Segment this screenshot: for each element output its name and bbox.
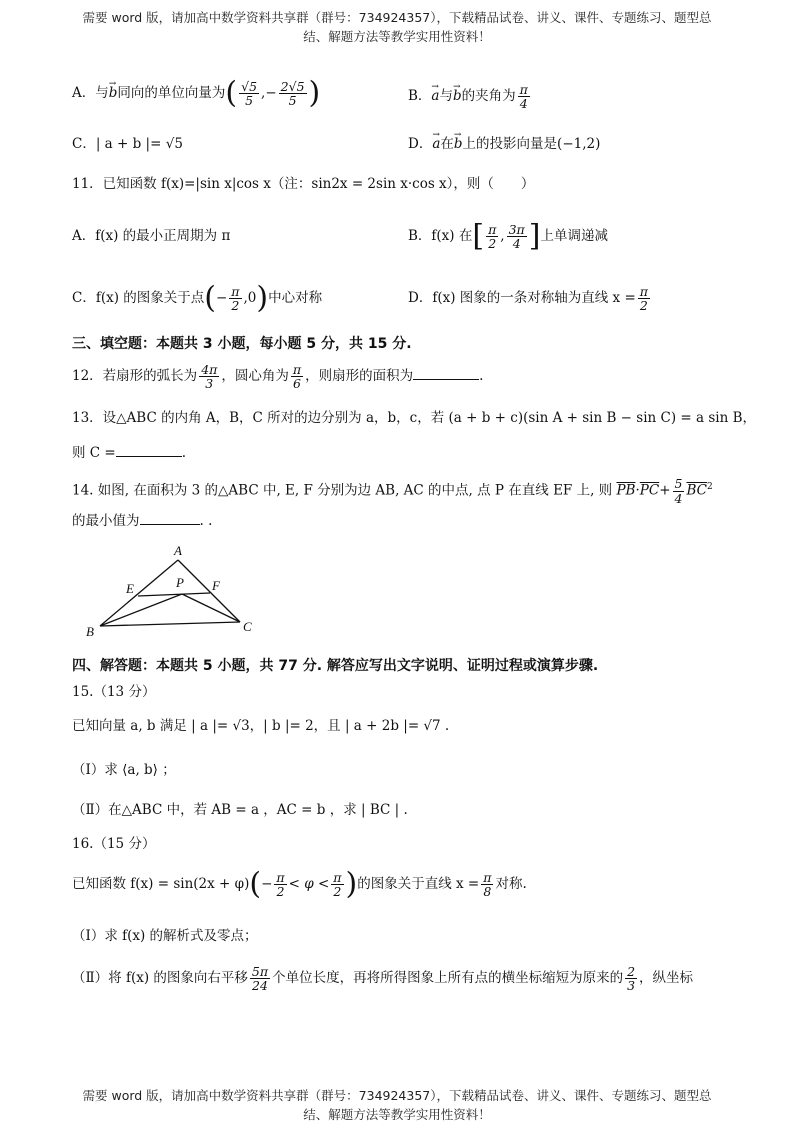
label-b: B — [86, 624, 94, 639]
q11-option-c: C．f(x) 的图象关于点(− $\frac{\pi}{2}$ ,0)中心对称 — [72, 280, 323, 316]
q10-option-a: A．与→ b同向的单位向量为( $\frac{√5}{5}$ ,− $\frac{2√5}{5}$ ) — [72, 76, 320, 110]
section-4-heading: 四、解答题：本题共 5 小题，共 77 分. 解答应写出文字说明、证明过程或演算步骤. — [72, 658, 599, 674]
q11-stem: 11．已知函数 f(x)=|sin x|cos x（注：sin2x = 2sin x·cos x），则（ ） — [72, 176, 535, 192]
q16-stem: 已知函数 f(x) = sin(2x + φ)(− $\frac{\pi}{2}$ < φ < $\frac{\pi}{2}$ )的图象关于直线 x = $\frac{\pi}{8}$ 对称. — [72, 866, 527, 902]
bottom-banner-line-1: 需要 word 版，请加高中数学资料共享群（群号：734924357），下载精品试卷、讲义、课件、专题练习、题型总 — [82, 1088, 712, 1103]
q15-head: 15.（13 分） — [72, 684, 156, 700]
q15-part-1: （Ⅰ）求 ⟨a, b⟩ ； — [72, 762, 176, 778]
label-e: E — [126, 581, 134, 596]
section-3-heading: 三、填空题：本题共 3 小题，每小题 5 分，共 15 分. — [72, 336, 412, 352]
q12-answer-blank — [413, 365, 479, 380]
q14-line-1: 14. 如图, 在面积为 3 的△ABC 中, E, F 分别为边 AB, AC 的中点, 点 P 在直线 EF 上, 则 $\overline{PB}\cdot\overline{PC}+$ $\frac{5}{4}$ $\overline{BC}^2$ — [72, 476, 713, 506]
segment-pc — [182, 594, 240, 622]
q10-option-b: B．→ a与→ b的夹角为 $\frac{\pi}{4}$ — [408, 82, 532, 110]
banner-line-1: 需要 word 版，请加高中数学资料共享群（群号：734924357），下载精品试卷、讲义、课件、专题练习、题型总 — [82, 10, 712, 25]
top-banner — [60, 8, 734, 46]
q15-stem: 已知向量 a, b 满足 | a |= √3，| b |= 2，且 | a + 2b |= √7 . — [72, 718, 450, 734]
q16-head: 16.（15 分） — [72, 836, 156, 852]
bottom-banner-line-2: 结、解题方法等教学实用性资料！ — [303, 1107, 491, 1122]
q10-option-c: C．| a + b |= √5 — [72, 136, 183, 152]
q11-option-b: B．f(x) 在[ $\frac{\pi}{2}$ , $\frac{3\pi}{4}$ ]上单调递减 — [408, 218, 608, 254]
label-a: A — [174, 543, 182, 558]
segment-pb — [100, 594, 182, 626]
edge-ac — [178, 560, 240, 622]
segment-ef — [138, 593, 210, 596]
q10-option-d: D．→ a在→ b上的投影向量是(−1,2) — [408, 134, 600, 154]
q13-line-1: 13．设△ABC 的内角 A，B，C 所对的边分别为 a，b，c，若 (a + b + c)(sin A + sin B − sin C) = a sin B， — [72, 410, 756, 426]
q12: 12．若扇形的弧长为 $\frac{4\pi}{3}$ ，圆心角为 $\frac{\pi}{6}$ ，则扇形的面积为 . — [72, 361, 484, 391]
bottom-banner — [60, 1086, 734, 1124]
q11-option-a: A．f(x) 的最小正周期为 π — [72, 228, 231, 244]
q13-answer-blank — [116, 442, 182, 457]
q14-answer-blank — [140, 510, 200, 525]
q14-line-2: 的最小值为 . . — [72, 510, 212, 531]
edge-ab — [100, 560, 178, 626]
edge-bc — [100, 622, 240, 626]
label-f: F — [212, 578, 220, 593]
q16-part-1: （Ⅰ）求 f(x) 的解析式及零点； — [72, 928, 258, 944]
triangle-figure — [80, 540, 270, 642]
q13-line-2: 则 C = . — [72, 442, 186, 463]
q15-part-2: （Ⅱ）在△ABC 中，若 AB = a ，AC = b ，求 | BC | . — [72, 802, 408, 818]
banner-line-2: 结、解题方法等教学实用性资料！ — [303, 29, 491, 44]
q16-part-2: （Ⅱ）将 f(x) 的图象向右平移 $\frac{5\pi}{24}$ 个单位长度，再将所得图象上所有点的横坐标缩短为原来的 $\frac{2}{3}$ ，纵坐标 — [72, 963, 694, 993]
label-c: C — [243, 619, 252, 634]
label-p: P — [176, 575, 184, 590]
q11-option-d: D．f(x) 图象的一条对称轴为直线 x = $\frac{\pi}{2}$ — [408, 283, 648, 313]
